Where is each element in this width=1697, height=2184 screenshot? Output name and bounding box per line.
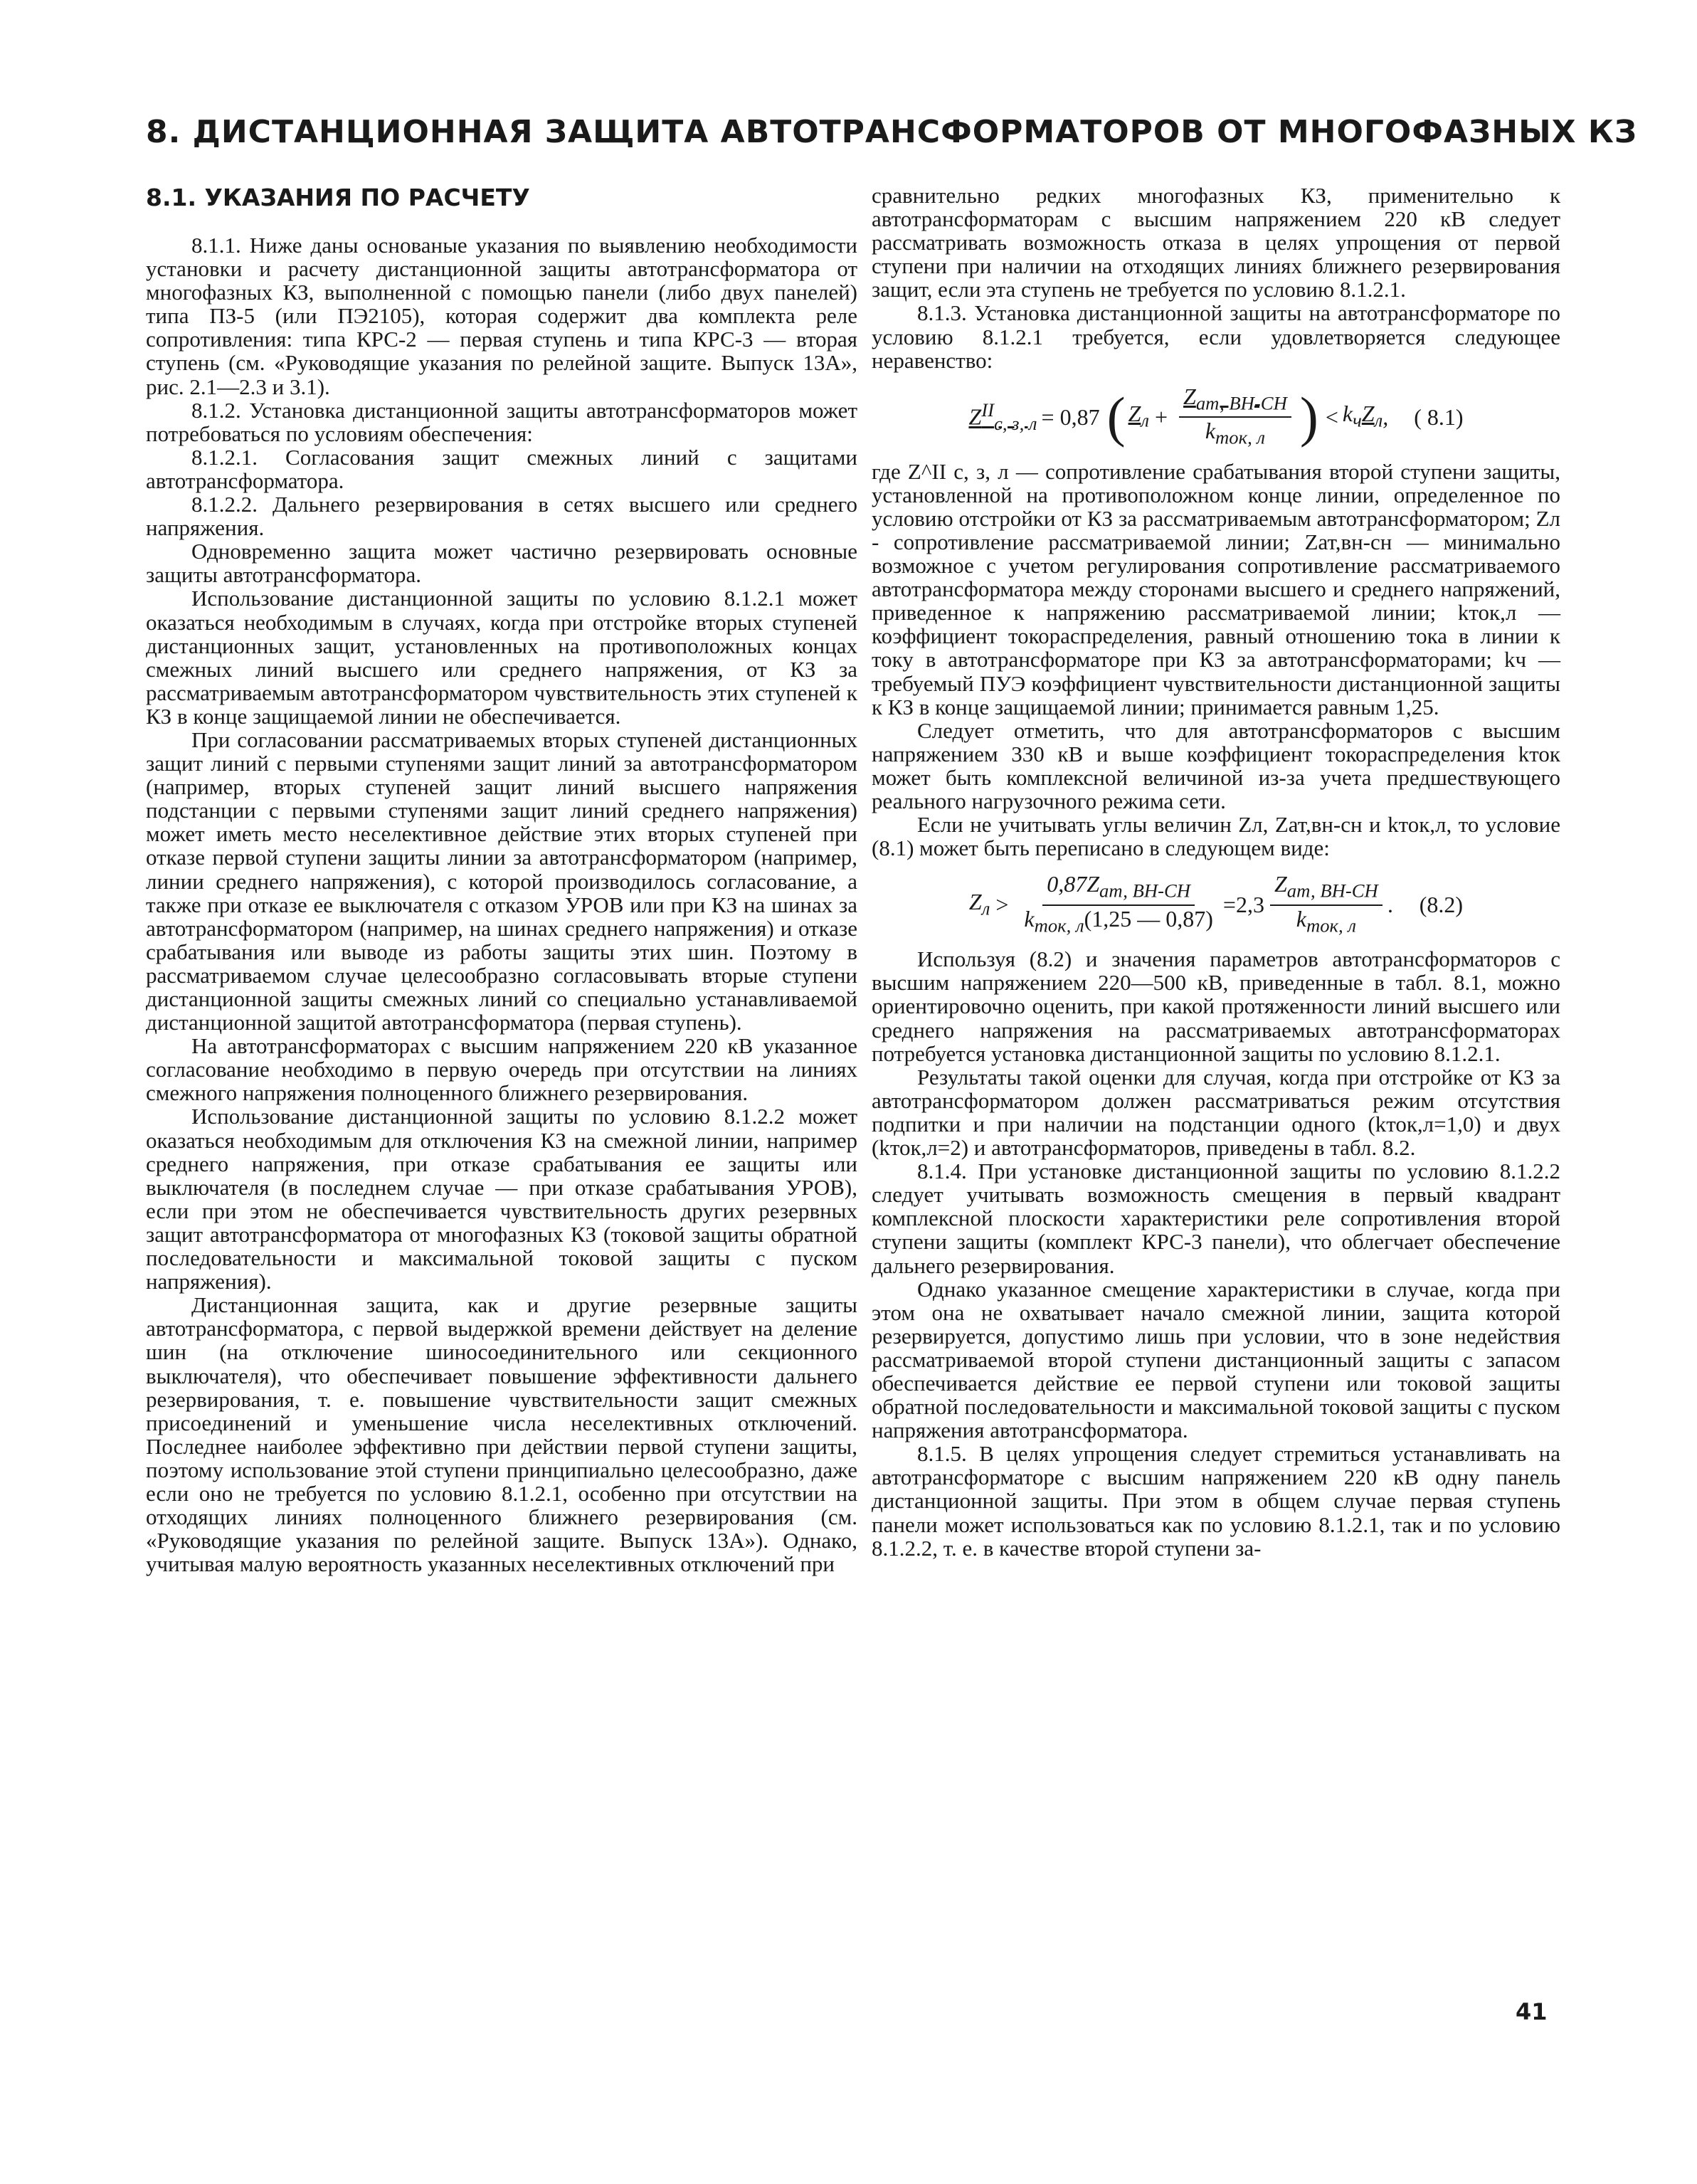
equation-8-2 [872, 872, 1560, 937]
paragraph: 8.1.2.2. Дальнего резервирования в сетях высшего или среднего напряжения. [146, 492, 857, 541]
eq-term: > [995, 892, 1009, 918]
eq-term: = 0,87 [1041, 403, 1100, 430]
eq-term: $k_ч$ [1342, 400, 1362, 431]
fraction: $\frac{Z_{ат, ВН-СН}}{k_{ток, л}}$ [1270, 872, 1383, 937]
equation-8-1 [872, 385, 1560, 450]
fraction: $\frac{Z_{ат, ВН-СН}}{k_{ток, л}}$ [1179, 385, 1291, 450]
eq-term: , [1383, 403, 1389, 430]
paragraph: 8.1.3. Установка дистанционной защиты на автотрансформаторе по условию 8.1.2.1 требуется, если удовлетворяется следующее неравенство: [872, 300, 1560, 373]
paren: ) [1299, 386, 1318, 448]
paragraph: 8.1.2.1. Согласования защит смежных линий с защитами автотрансформатора. [146, 444, 857, 493]
eq-term: $Z_л$ [1128, 400, 1149, 431]
paragraph: Использование дистанционной защиты по условию 8.1.2.1 может оказаться необходимым в случаях, когда при отстройке вторых ступеней дистанционных защит, установленных на противоположных концах смежных линий высшего или среднего напряжения, от КЗ за рассматриваемым автотрансформатором чувствительность этих ступеней к КЗ в конце защищаемой линии не обеспечивается. [146, 586, 857, 729]
paragraph: 8.1.1. Ниже даны основаные указания по выявлению необходимости установки и расчету дистанционной защиты автотрансформатора от многофазных КЗ, выполненной с помощью панели (либо двух панелей) типа ПЗ-5 (или ПЭ2105), которая содержит два комплекта реле сопротивления: типа КРС-2 — первая ступень и типа КРС-3 — вторая ступень (см. «Руководящие указания по релейной защите. Выпуск 13А», рис. 2.1—2.3 и 3.1). [146, 233, 857, 399]
paragraph: На автотрансформаторах с высшим напряжением 220 кВ указанное согласование необходимо в первую очередь при отсутствии на линиях смежного напряжения полноценного ближнего резервирования. [146, 1033, 857, 1106]
eq-term: =2,3 [1222, 892, 1264, 918]
left-column [146, 233, 857, 1576]
paragraph: Следует отметить, что для автотрансформаторов с высшим напряжением 330 кВ и выше коэффициент токораспределения kток может быть комплексной величиной из-за учета предшествующего реального нагрузочного режима сети. [872, 717, 1560, 814]
eq-term: $Z_л$ [968, 888, 990, 919]
eq-term: < [1325, 403, 1338, 430]
paragraph: Результаты такой оценки для случая, когда при отстройке от КЗ за автотрансформатором должен рассматриваться режим отсутствия подпитки и при наличии на подстанции одного (kток,л=1,0) и двух (kток,л=2) и автотрансформаторов, приведены в табл. 8.2. [872, 1064, 1560, 1161]
eq-term: . [1387, 892, 1394, 918]
paragraph: Использование дистанционной защиты по условию 8.1.2.2 может оказаться необходимым для отключения КЗ на смежной линии, например среднего напряжения, при отказе срабатывания ее защиты или выключателя (в последнем случае — при отказе срабатывания УРОВ), если при этом не обеспечивается чувствительность других резервных защит автотрансформатора от многофазных КЗ (токовой защиты обратной последовательности и максимальной токовой защиты с пуском напряжения). [146, 1104, 857, 1294]
paragraph: сравнительно редких многофазных КЗ, применительно к автотрансформаторам с высшим напряжением 220 кВ следует рассматривать возможность отказа в целях упрощения от первой ступени при наличии на отходящих линиях ближнего резервирования защит, если эта ступень не требуется по условию 8.1.2.1. [872, 183, 1560, 302]
fraction: $\frac{0,87Z_{ат, ВН-СН}}{k_{ток, л}(1,25 — 0,87)}$ [1024, 871, 1213, 937]
paragraph: Однако указанное смещение характеристики в случае, когда при этом она не охватывает начало смежной линии, защита которой резервируется, допустимо лишь при условии, что в зоне недействия рассматриваемой второй ступени дистанционный защиты с запасом обеспечивается действие ее первой ступени или токовой защиты обратной последовательности и максимальной токовой защиты с пуском напряжения автотрансформатора. [872, 1276, 1560, 1443]
paragraph: 8.1.4. При установке дистанционной защиты по условию 8.1.2.2 следует учитывать возможность смещения в первый квадрант комплексной плоскости характеристики реле сопротивления второй ступени защиты (комплект КРС-3 панели), что облегчает обеспечение дальнего резервирования. [872, 1159, 1560, 1278]
paragraph: Если не учитывать углы величин Zл, Zат,вн-сн и kток,л, то условие (8.1) может быть переписано в следующем виде: [872, 812, 1560, 861]
paragraph: Используя (8.2) и значения параметров автотрансформаторов с высшим напряжением 220—500 кВ, приведенные в табл. 8.1, можно ориентировочно оценить, при какой протяженности линий высшего или среднего напряжения на рассматриваемых автотрансформаторах потребуется установка дистанционной защиты по условию 8.1.2.1. [872, 946, 1560, 1066]
paragraph: 8.1.5. В целях упрощения следует стремиться устанавливать на автотрансформаторе с высшим напряжением 220 кВ одну панель дистанционной защиты. При этом в общем случае первая ступень панели может использоваться как по условию 8.1.2.1, так и по условию 8.1.2.2, т. е. в качестве второй ступени за- [872, 1441, 1560, 1561]
page-number: 41 [1516, 1998, 1548, 2025]
eq-term: $Z^{II}_{с, з, л}$ [968, 399, 1037, 435]
eq-term: + [1154, 403, 1168, 430]
eq-term: $Z_л$ [1361, 400, 1383, 431]
paragraph: Дистанционная защита, как и другие резервные защиты автотрансформатора, с первой выдержкой времени действует на деление шин (на отключение шиносоединительного или секционного выключателя), что обеспечивает повышение эффективности дальнего резервирования, т. е. повышение чувствительности защит смежных присоединений и уменьшение числа неселективных отключений. Последнее наиболее эффективно при действии первой ступени защиты, поэтому использование этой ступени принципиально целесообразно, даже если оно не требуется по условию 8.1.2.1, особенно при отсутствии на отходящих линиях полноценного ближнего резервирования (см. «Руководящие указания по релейной защите. Выпуск 13А»). Однако, учитывая малую вероятность указанных неселективных отключений при [146, 1292, 857, 1577]
chapter-title: 8. ДИСТАНЦИОННАЯ ЗАЩИТА АВТОТРАНСФОРМАТОРОВ ОТ МНОГОФАЗНЫХ КЗ [146, 114, 1638, 150]
paragraph: где Z^II с, з, л — сопротивление срабатывания второй ступени защиты, установленной на противоположном конце линии, определенное по условию отстройки от КЗ за рассматриваемым автотрансформатором; Zл - сопротивление рассматриваемой линии; Zат,вн-сн — минимально возможное с учетом регулирования сопротивление рассматриваемого автотрансформатора между сторонами высшего и среднего напряжений, приведенное к напряжению рассматриваемой линии; kток,л — коэффициент токораспределения, равный отношению тока в линии к току в автотрансформаторе при КЗ за автотрансформаторами; kч — требуемый ПУЭ коэффициент чувствительности дистанционной защиты к КЗ в конце защищаемой линии; принимается равным 1,25. [872, 458, 1560, 719]
paragraph: 8.1.2. Установка дистанционной защиты автотрансформаторов может потребоваться по условиям обеспечения: [146, 397, 857, 446]
equation-number: (8.2) [1419, 892, 1464, 918]
equation-number: ( 8.1) [1414, 403, 1464, 430]
section-heading: 8.1. УКАЗАНИЯ ПО РАСЧЕТУ [146, 184, 530, 211]
paragraph: Одновременно защита может частично резервировать основные защиты автотрансформатора. [146, 539, 857, 588]
paragraph: При согласовании рассматриваемых вторых ступеней дистанционных защит линий с первыми ступенями защит линий за автотрансформатором (например, вторых ступеней защит линий высшего напряжения подстанции с первыми ступенями защит линий среднего напряжения) может иметь место неселективное действие этих вторых ступеней при отказе первой ступени защиты линии за автотрансформатором (например, линии среднего напряжения), с которой производилось согласование, а также при отказе ее выключателя с отказом УРОВ или при КЗ на шинах за автотрансформатором (например, на шинах среднего напряжения) и отказе срабатывания или выводе из работы защиты этих шин. Поэтому в рассматриваемом случае целесообразно согласовывать вторые ступени дистанционной защиты смежных линий со специально устанавливаемой дистанционной защитой автотрансформатора (первая ступень). [146, 727, 857, 1035]
paren: ( [1106, 386, 1126, 448]
right-column [872, 184, 1560, 1560]
